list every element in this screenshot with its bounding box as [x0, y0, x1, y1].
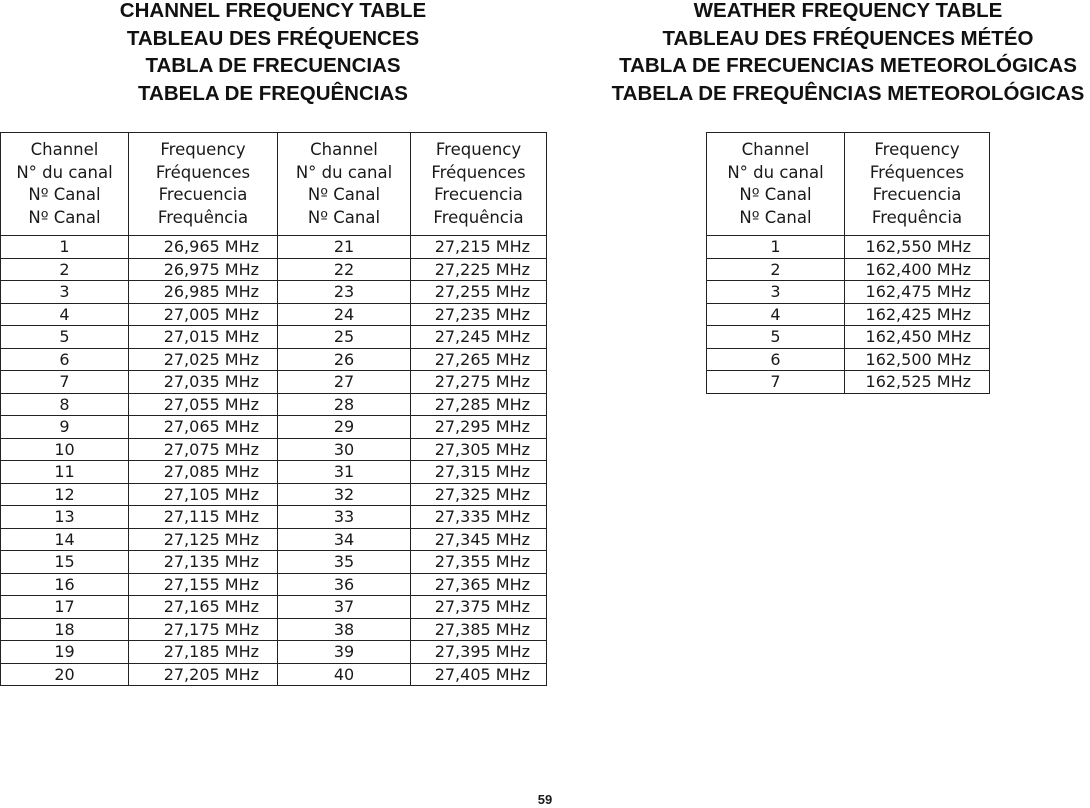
channel-cell: 4 [707, 303, 845, 326]
frequency-cell: 27,115 MHz [129, 506, 278, 529]
title-line: TABLEAU DES FRÉQUENCES MÉTÉO [662, 26, 1034, 50]
table-row [1, 303, 547, 326]
channel-cell: 6 [1, 348, 129, 371]
frequency-cell: 162,550 MHz [845, 236, 990, 259]
frequency-cell: 27,355 MHz [411, 551, 547, 574]
channel-cell: 39 [278, 641, 411, 664]
channel-cell: 1 [707, 236, 845, 259]
channel-cell: 1 [1, 236, 129, 259]
frequency-cell: 27,255 MHz [411, 281, 547, 304]
channel-cell: 7 [1, 371, 129, 394]
table-row [1, 663, 547, 686]
frequency-cell: 27,315 MHz [411, 461, 547, 484]
frequency-column-header: Frequency Fréquences Frecuencia Frequência [129, 133, 278, 236]
channel-cell: 24 [278, 303, 411, 326]
table-row [1, 641, 547, 664]
channel-column-header: Channel N° du canal Nº Canal Nº Canal [707, 133, 845, 236]
channel-cell: 17 [1, 596, 129, 619]
table-row [707, 371, 990, 394]
channel-cell: 4 [1, 303, 129, 326]
frequency-cell: 27,375 MHz [411, 596, 547, 619]
channel-column-header: Channel N° du canal Nº Canal Nº Canal [278, 133, 411, 236]
channel-cell: 11 [1, 461, 129, 484]
frequency-cell: 162,475 MHz [845, 281, 990, 304]
table-row [1, 483, 547, 506]
frequency-cell: 27,135 MHz [129, 551, 278, 574]
table-row [1, 236, 547, 259]
title-line: WEATHER FREQUENCY TABLE [693, 0, 1003, 22]
frequency-cell: 27,015 MHz [129, 326, 278, 349]
channel-cell: 12 [1, 483, 129, 506]
channel-cell: 3 [707, 281, 845, 304]
frequency-cell: 27,275 MHz [411, 371, 547, 394]
channel-cell: 20 [1, 663, 129, 686]
frequency-cell: 27,215 MHz [411, 236, 547, 259]
channel-cell: 40 [278, 663, 411, 686]
frequency-column-header: Frequency Fréquences Frecuencia Frequência [411, 133, 547, 236]
channel-cell: 25 [278, 326, 411, 349]
channel-cell: 21 [278, 236, 411, 259]
frequency-cell: 162,400 MHz [845, 258, 990, 281]
frequency-cell: 27,105 MHz [129, 483, 278, 506]
frequency-cell: 27,305 MHz [411, 438, 547, 461]
title-line: CHANNEL FREQUENCY TABLE [119, 0, 427, 22]
channel-cell: 19 [1, 641, 129, 664]
table-row [1, 573, 547, 596]
frequency-cell: 27,005 MHz [129, 303, 278, 326]
table-row [1, 371, 547, 394]
frequency-cell: 27,295 MHz [411, 416, 547, 439]
channel-cell: 2 [1, 258, 129, 281]
table-row [707, 258, 990, 281]
page-number: 59 [537, 792, 553, 807]
table-header-row [707, 133, 990, 236]
channel-cell: 5 [1, 326, 129, 349]
table-row [1, 461, 547, 484]
frequency-cell: 27,185 MHz [129, 641, 278, 664]
frequency-cell: 27,055 MHz [129, 393, 278, 416]
table-row [1, 281, 547, 304]
channel-cell: 36 [278, 573, 411, 596]
channel-cell: 28 [278, 393, 411, 416]
table-row [1, 618, 547, 641]
table-row [1, 438, 547, 461]
table-row [1, 528, 547, 551]
channel-cell: 38 [278, 618, 411, 641]
table-row [707, 348, 990, 371]
channel-cell: 30 [278, 438, 411, 461]
title-line: TABLA DE FRECUENCIAS METEOROLÓGICAS [619, 54, 1077, 77]
channel-cell: 2 [707, 258, 845, 281]
frequency-column-header: Frequency Fréquences Frecuencia Frequência [845, 133, 990, 236]
frequency-cell: 27,205 MHz [129, 663, 278, 686]
frequency-cell: 27,345 MHz [411, 528, 547, 551]
frequency-cell: 162,450 MHz [845, 326, 990, 349]
channel-column-header: Channel N° du canal Nº Canal Nº Canal [1, 133, 129, 236]
frequency-cell: 27,085 MHz [129, 461, 278, 484]
channel-cell: 5 [707, 326, 845, 349]
channel-cell: 18 [1, 618, 129, 641]
frequency-cell: 27,225 MHz [411, 258, 547, 281]
frequency-cell: 162,500 MHz [845, 348, 990, 371]
table-row [1, 506, 547, 529]
frequency-cell: 27,075 MHz [129, 438, 278, 461]
table-row [707, 236, 990, 259]
frequency-cell: 27,175 MHz [129, 618, 278, 641]
frequency-cell: 27,385 MHz [411, 618, 547, 641]
channel-cell: 6 [707, 348, 845, 371]
channel-frequency-table-title [0, 0, 546, 107]
channel-cell: 34 [278, 528, 411, 551]
channel-cell: 27 [278, 371, 411, 394]
table-row [1, 326, 547, 349]
frequency-cell: 27,395 MHz [411, 641, 547, 664]
channel-cell: 22 [278, 258, 411, 281]
table-row [707, 281, 990, 304]
title-line: TABELA DE FREQUÊNCIAS [138, 81, 408, 105]
channel-cell: 26 [278, 348, 411, 371]
frequency-cell: 27,325 MHz [411, 483, 547, 506]
table-row [1, 416, 547, 439]
frequency-cell: 27,035 MHz [129, 371, 278, 394]
channel-cell: 37 [278, 596, 411, 619]
frequency-cell: 27,335 MHz [411, 506, 547, 529]
weather-frequency-table [706, 132, 990, 394]
table-row [707, 303, 990, 326]
weather-frequency-table-title [606, 0, 1090, 107]
table-row [1, 596, 547, 619]
table-row [1, 348, 547, 371]
table-header-row [1, 133, 547, 236]
table-row [1, 551, 547, 574]
frequency-cell: 27,405 MHz [411, 663, 547, 686]
channel-cell: 23 [278, 281, 411, 304]
title-line: TABLEAU DES FRÉQUENCES [126, 26, 420, 50]
frequency-cell: 27,245 MHz [411, 326, 547, 349]
frequency-cell: 27,265 MHz [411, 348, 547, 371]
frequency-cell: 26,965 MHz [129, 236, 278, 259]
title-line: TABELA DE FREQUÊNCIAS METEOROLÓGICAS [611, 81, 1085, 105]
channel-cell: 35 [278, 551, 411, 574]
channel-cell: 29 [278, 416, 411, 439]
frequency-cell: 27,235 MHz [411, 303, 547, 326]
channel-cell: 16 [1, 573, 129, 596]
channel-cell: 9 [1, 416, 129, 439]
frequency-cell: 27,155 MHz [129, 573, 278, 596]
channel-cell: 7 [707, 371, 845, 394]
frequency-cell: 27,285 MHz [411, 393, 547, 416]
channel-frequency-table [0, 132, 547, 686]
channel-cell: 3 [1, 281, 129, 304]
channel-cell: 33 [278, 506, 411, 529]
channel-cell: 32 [278, 483, 411, 506]
table-row [1, 393, 547, 416]
frequency-cell: 27,065 MHz [129, 416, 278, 439]
frequency-cell: 162,425 MHz [845, 303, 990, 326]
frequency-cell: 27,165 MHz [129, 596, 278, 619]
frequency-cell: 162,525 MHz [845, 371, 990, 394]
channel-cell: 15 [1, 551, 129, 574]
table-row [707, 326, 990, 349]
channel-cell: 14 [1, 528, 129, 551]
title-line: TABLA DE FRECUENCIAS [145, 54, 401, 77]
frequency-cell: 27,365 MHz [411, 573, 547, 596]
channel-cell: 13 [1, 506, 129, 529]
frequency-cell: 27,125 MHz [129, 528, 278, 551]
channel-cell: 10 [1, 438, 129, 461]
frequency-cell: 26,985 MHz [129, 281, 278, 304]
frequency-cell: 27,025 MHz [129, 348, 278, 371]
channel-cell: 31 [278, 461, 411, 484]
table-row [1, 258, 547, 281]
frequency-cell: 26,975 MHz [129, 258, 278, 281]
channel-cell: 8 [1, 393, 129, 416]
